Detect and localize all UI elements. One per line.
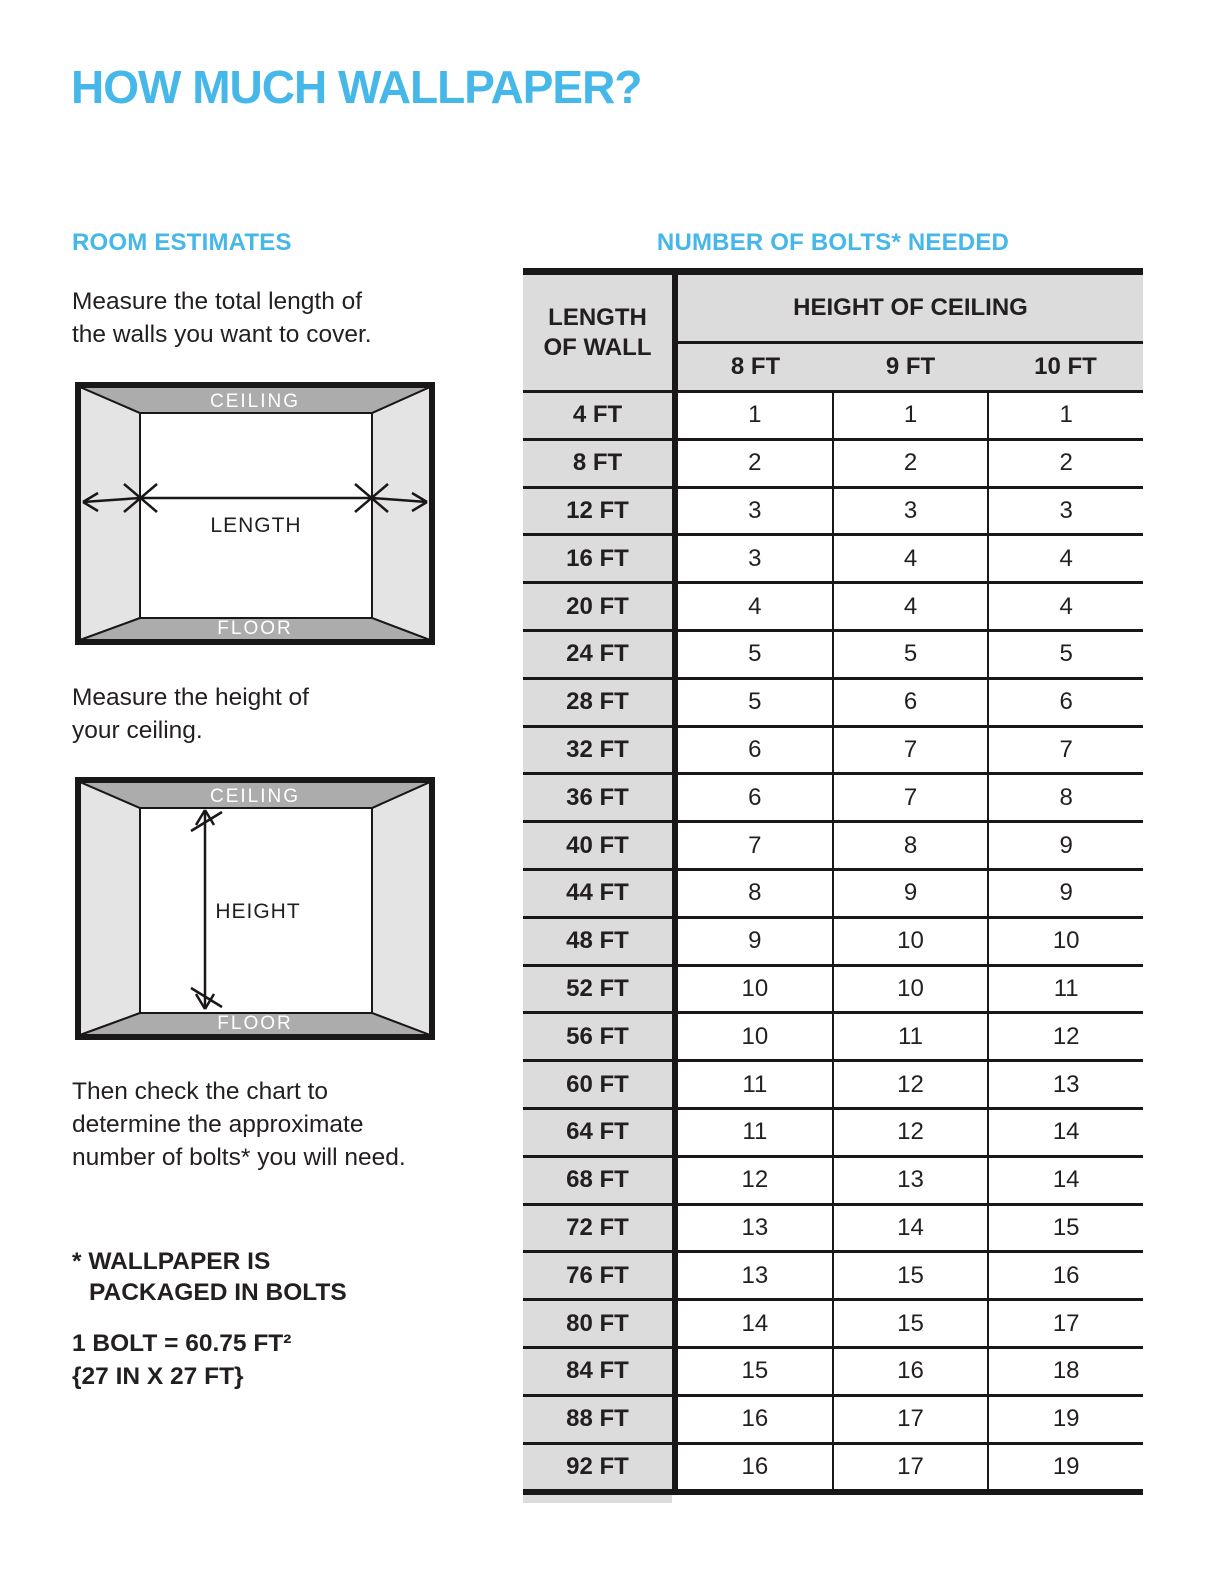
bolt-count-cell: 18 [1052,1357,1080,1385]
wallpaper-bolts-footnote [72,1246,347,1308]
bolt-spec-text [72,1327,291,1393]
table-row [523,1253,1143,1301]
bolt-count-cell: 17 [1052,1309,1080,1337]
bolt-count-cell: 9 [748,927,762,955]
room-length-diagram [75,382,435,645]
bolt-count-cell: 7 [748,831,762,859]
bolt-count-cell: 15 [897,1309,924,1337]
right-wall [372,782,430,1035]
bolt-count-cell: 8 [903,831,918,859]
bolt-count-cell: 1 [1059,401,1073,429]
header-line: LENGTH [548,303,647,331]
table-row [523,1206,1143,1254]
bolt-count-cell: 1 [903,401,918,429]
bolt-count-cell: 12 [897,1118,924,1146]
table-row [523,1062,1143,1110]
bolt-count-cell: 9 [903,879,918,907]
bolt-count-cell: 2 [903,449,918,477]
ceiling-label: CEILING [209,786,301,807]
bolt-count-cell: 14 [741,1309,769,1337]
bolt-count-cell: 13 [1052,1070,1080,1098]
bolt-count-cell: 10 [897,927,924,955]
bolt-count-cell: 5 [903,640,918,668]
bolt-count-cell: 4 [903,544,918,572]
header-line: OF WALL [543,333,652,361]
table-row [523,775,1143,823]
table-row [523,393,1143,441]
text-line: your ceiling. [72,717,203,744]
height-dimension-label: HEIGHT [215,900,301,923]
table-row [523,632,1143,680]
bolt-count-cell: 1 [748,401,762,429]
bolt-count-cell: 9 [1059,831,1073,859]
bolt-count-cell: 17 [897,1452,924,1480]
bolt-count-cell: 3 [748,496,762,524]
table-header [523,275,1143,390]
table-row [523,871,1143,919]
table-row [523,584,1143,632]
bolt-count-cell: 5 [748,640,762,668]
table-row [523,536,1143,584]
bolt-count-cell: 13 [897,1166,924,1194]
row-length-label: 16 FT [523,536,672,581]
bolt-count-cell: 16 [897,1357,924,1385]
row-length-label: 84 FT [523,1349,672,1394]
table-row [523,823,1143,871]
row-length-label: 68 FT [523,1158,672,1203]
bolt-count-cell: 15 [741,1357,769,1385]
table-row [523,489,1143,537]
bolt-count-cell: 11 [742,1118,768,1146]
bolt-count-cell: 11 [898,1022,923,1050]
bolt-count-cell: 6 [748,735,762,763]
left-wall [80,387,140,640]
table-row [523,441,1143,489]
length-dimension-label: LENGTH [210,514,302,537]
row-length-label: 72 FT [523,1206,672,1251]
bolt-count-cell: 10 [741,1022,769,1050]
bolt-count-cell: 12 [741,1166,769,1194]
bolt-count-cell: 7 [1059,735,1073,763]
text-line: 1 BOLT = 60.75 FT² [72,1330,292,1357]
text-line: Measure the height of [72,684,309,711]
bolt-count-cell: 16 [741,1405,769,1433]
bolt-count-cell: 13 [741,1261,769,1289]
row-length-label: 52 FT [523,967,672,1012]
row-length-label: 80 FT [523,1301,672,1346]
bolt-count-cell: 7 [903,783,918,811]
bolt-count-cell: 2 [748,449,762,477]
row-length-label: 20 FT [523,584,672,629]
bolt-count-cell: 10 [741,974,769,1002]
room-estimates-heading: ROOM ESTIMATES [72,229,292,256]
row-length-label: 4 FT [523,393,672,438]
row-length-label: 88 FT [523,1397,672,1442]
bolt-count-cell: 5 [748,688,762,716]
text-line: Then check the chart to [72,1078,329,1105]
text-line: number of bolts* you will need. [72,1144,406,1171]
room-height-diagram [75,777,435,1040]
col-header-8ft: 8 FT [730,353,781,380]
bolt-count-cell: 17 [897,1405,924,1433]
bolt-count-cell: 4 [1059,592,1073,620]
right-wall [372,387,430,640]
table-row [523,680,1143,728]
text-line: {27 IN X 27 FT} [72,1363,244,1390]
measure-length-text [72,285,372,351]
bolt-count-cell: 5 [1059,640,1073,668]
row-length-label: 64 FT [523,1110,672,1155]
text-line: determine the approximate [72,1111,364,1138]
row-length-label: 24 FT [523,632,672,677]
floor-label: FLOOR [217,1013,293,1034]
bolt-count-cell: 3 [748,544,762,572]
ceiling-height-header-group [678,275,1143,390]
bolt-count-cell: 14 [1052,1166,1080,1194]
table-row [523,919,1143,967]
bolt-count-cell: 11 [742,1070,768,1098]
bolt-count-cell: 3 [1059,496,1073,524]
first-column-footer-strip [523,1495,672,1503]
row-length-label: 28 FT [523,680,672,725]
bolt-count-cell: 9 [1059,879,1073,907]
table-row [523,1397,1143,1445]
text-line: Measure the total length of [72,288,363,315]
check-chart-text [72,1075,406,1174]
bolt-count-cell: 15 [1052,1213,1080,1241]
page-title: HOW MUCH WALLPAPER? [71,61,642,113]
table-row [523,967,1143,1015]
bolts-table [523,268,1143,1503]
floor-label: FLOOR [217,618,293,639]
table-row [523,1158,1143,1206]
row-length-label: 32 FT [523,728,672,773]
row-length-label: 48 FT [523,919,672,964]
table-row [523,1445,1143,1490]
bolt-count-cell: 16 [741,1452,769,1480]
bolt-count-cell: 6 [1059,688,1073,716]
bolts-needed-heading: NUMBER OF BOLTS* NEEDED [656,229,1010,256]
bolt-count-cell: 19 [1052,1405,1080,1433]
bolt-count-cell: 13 [741,1213,769,1241]
table-row [523,1349,1143,1397]
bolt-count-cell: 6 [903,688,918,716]
row-length-label: 92 FT [523,1445,672,1490]
text-line: the walls you want to cover. [72,321,372,348]
bolt-count-cell: 3 [903,496,918,524]
bolt-count-cell: 16 [1052,1261,1080,1289]
bolt-count-cell: 14 [897,1213,924,1241]
bolt-count-cell: 8 [1059,783,1073,811]
bolt-count-cell: 4 [903,592,918,620]
table-row [523,1110,1143,1158]
row-length-label: 8 FT [523,441,672,486]
table-row [523,728,1143,776]
col-header-10ft: 10 FT [1034,353,1097,380]
table-row [523,1014,1143,1062]
length-of-wall-header [523,275,672,390]
measure-height-text [72,681,309,747]
table-body [523,393,1143,1489]
left-wall [80,782,140,1035]
row-length-label: 44 FT [523,871,672,916]
row-length-label: 12 FT [523,489,672,534]
row-length-label: 56 FT [523,1014,672,1059]
row-length-label: 40 FT [523,823,672,868]
bolt-count-cell: 7 [903,735,918,763]
bolt-count-cell: 4 [1059,544,1073,572]
bolt-count-cell: 11 [1053,974,1079,1002]
row-length-label: 36 FT [523,775,672,820]
height-of-ceiling-header: HEIGHT OF CEILING [793,294,1028,321]
bolt-count-cell: 6 [748,783,762,811]
bolt-count-cell: 10 [1052,927,1080,955]
bolt-count-cell: 14 [1052,1118,1080,1146]
bolt-count-cell: 19 [1052,1452,1080,1480]
table-row [523,1301,1143,1349]
ceiling-height-columns [678,344,1143,390]
col-header-9ft: 9 FT [885,353,936,380]
ceiling-label: CEILING [209,391,301,412]
text-line: * WALLPAPER IS [72,1248,271,1275]
bolt-count-cell: 12 [897,1070,924,1098]
bolt-count-cell: 2 [1059,449,1073,477]
bolt-count-cell: 10 [897,974,924,1002]
table-top-border [523,268,1143,275]
bolt-count-cell: 8 [748,879,762,907]
bolt-count-cell: 15 [897,1261,924,1289]
row-length-label: 60 FT [523,1062,672,1107]
text-line: PACKAGED IN BOLTS [89,1279,347,1306]
bolt-count-cell: 12 [1052,1022,1080,1050]
row-length-label: 76 FT [523,1253,672,1298]
bolt-count-cell: 4 [748,592,762,620]
